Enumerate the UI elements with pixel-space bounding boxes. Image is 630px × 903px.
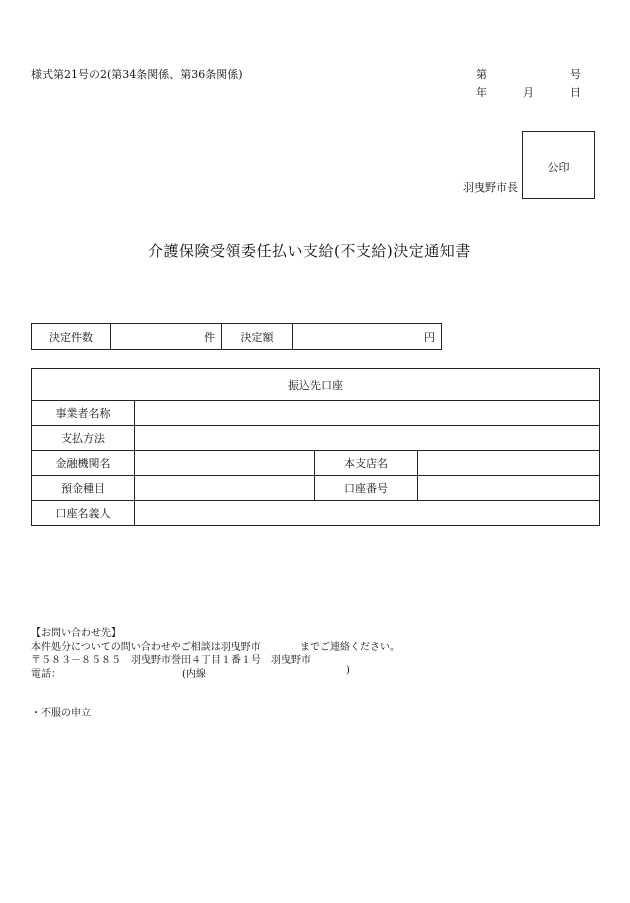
- contact-extension-open: (内線: [182, 669, 206, 680]
- issuer-title: 羽曳野市長: [463, 181, 518, 194]
- bank-name-field[interactable]: [135, 451, 315, 476]
- contact-phone-label: 電話：: [31, 669, 61, 680]
- contact-line-1a: 本件処分についての問い合わせやご相談は羽曳野市: [31, 642, 261, 653]
- transfer-account-header: 振込先口座: [32, 369, 600, 401]
- account-number-field[interactable]: [418, 476, 600, 501]
- branch-label: 本支店名: [315, 451, 418, 476]
- table-row: [32, 501, 600, 526]
- table-row: [32, 369, 600, 401]
- business-name-label: 事業者名称: [32, 401, 135, 426]
- date-year: 年: [476, 86, 487, 99]
- deposit-type-field[interactable]: [135, 476, 315, 501]
- appeal-note: ・不服の申立: [31, 708, 91, 719]
- form-code: 様式第21号の2(第34条関係、第36条関係): [31, 68, 243, 81]
- official-seal-box: [522, 131, 595, 199]
- payment-method-label: 支払方法: [32, 426, 135, 451]
- decision-amount-unit: 円: [424, 330, 435, 344]
- business-name-field[interactable]: [135, 401, 600, 426]
- decision-count-value[interactable]: [111, 324, 222, 350]
- date-day: 日: [570, 86, 581, 99]
- account-number-label: 口座番号: [315, 476, 418, 501]
- official-seal-label: 公印: [547, 161, 570, 174]
- table-row: [32, 476, 600, 501]
- number-suffix: 号: [570, 68, 581, 81]
- table-row: [32, 426, 600, 451]
- document-title: 介護保険受領委任払い支給(不支給)決定通知書: [148, 242, 471, 260]
- branch-field[interactable]: [418, 451, 600, 476]
- decision-count-unit: 件: [204, 330, 215, 344]
- number-prefix: 第: [476, 68, 487, 81]
- decision-amount-value[interactable]: [293, 324, 442, 350]
- account-holder-field[interactable]: [135, 501, 600, 526]
- contact-address: 〒５８３－８５８５ 羽曳野市誉田４丁目１番１号 羽曳野市: [31, 655, 311, 666]
- table-row: [32, 401, 600, 426]
- bank-name-label: 金融機関名: [32, 451, 135, 476]
- payment-method-field[interactable]: [135, 426, 600, 451]
- table-row: [32, 451, 600, 476]
- deposit-type-label: 預金種目: [32, 476, 135, 501]
- table-row: [32, 324, 442, 350]
- decision-count-label: 決定件数: [32, 324, 111, 350]
- account-holder-label: 口座名義人: [32, 501, 135, 526]
- decision-summary-table: [31, 323, 442, 350]
- contact-extension-close: ): [346, 665, 350, 676]
- contact-line-1b: までご連絡ください。: [300, 642, 400, 653]
- date-month: 月: [523, 86, 534, 99]
- transfer-account-table: [31, 368, 600, 526]
- contact-heading: 【お問い合わせ先】: [31, 628, 121, 639]
- decision-amount-label: 決定額: [222, 324, 293, 350]
